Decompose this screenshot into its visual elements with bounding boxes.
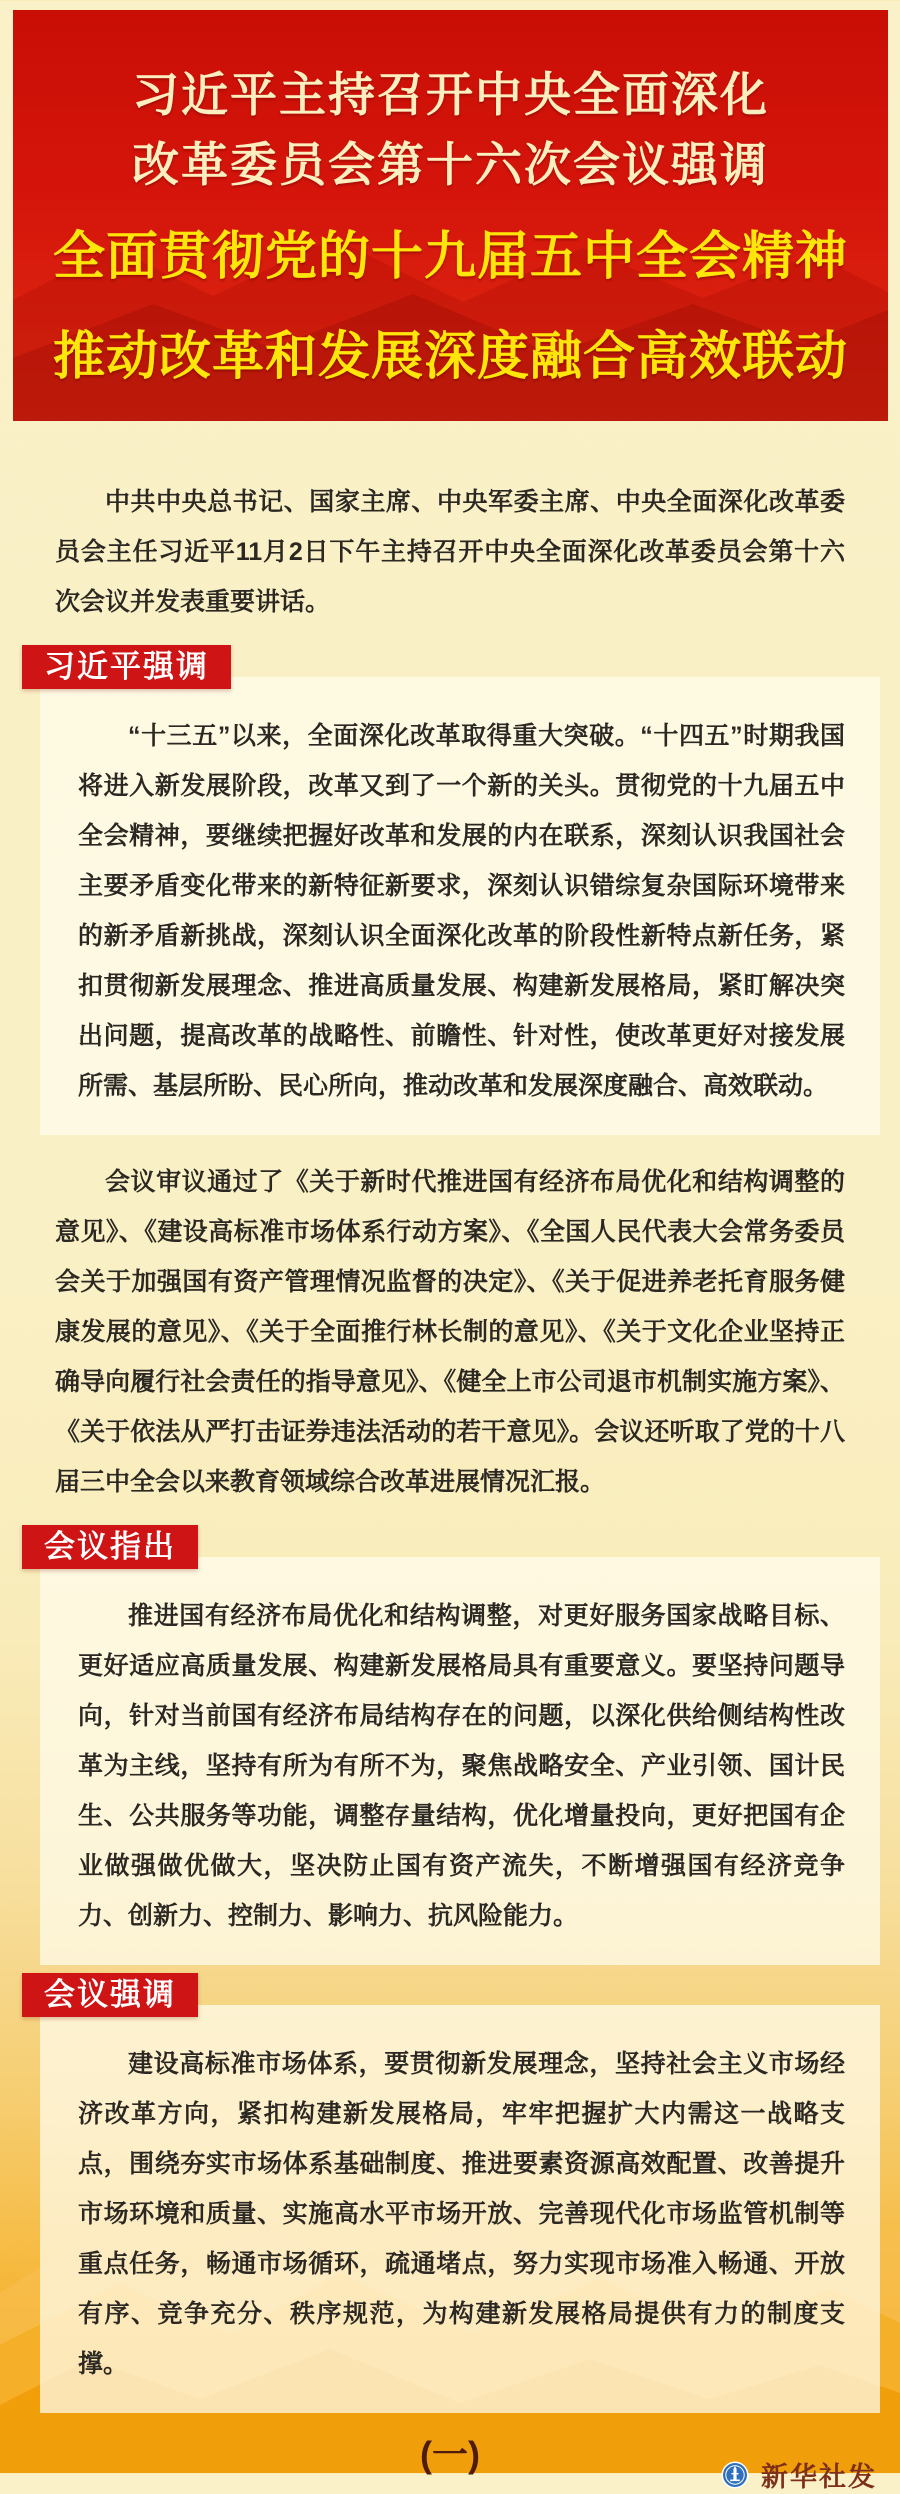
title-line-4: 推动改革和发展深度融合高效联动 (52, 328, 848, 386)
title-line-1: 习近平主持召开中央全面深化 (132, 68, 769, 121)
section-textbox (40, 677, 880, 1135)
agency-credit-label: 新华社发 (761, 2462, 877, 2492)
section-badge: 会议指出 (22, 1525, 198, 1569)
intro-paragraph: 中共中央总书记、国家主席、中央军委主席、中央全面深化改革委员会主任习近平11月2日下午主持召开中央全面深化改革委员会第十六次会议并发表重要讲话。 (55, 488, 845, 616)
section-meeting-pointed-out (0, 1525, 900, 1965)
section-textbox (40, 1557, 880, 1965)
page-marker: (一) (420, 2434, 480, 2475)
agency-credit (721, 2455, 877, 2494)
header-banner (13, 10, 888, 421)
footer (0, 2433, 900, 2493)
xinhua-agency-logo-icon (721, 2461, 749, 2489)
section-meeting-emphasized (0, 1973, 900, 2413)
title-line-3: 全面贯彻党的十九届五中全会精神 (52, 228, 848, 286)
header-title (13, 10, 888, 400)
section-paragraph: 推进国有经济布局优化和结构调整，对更好服务国家战略目标、更好适应高质量发展、构建新发展格局具有重要意义。要坚持问题导向，针对当前国有经济布局结构存在的问题，以深化供给侧结构性改革为主线，坚持有所为有所不为，聚焦战略安全、产业引领、国计民生、公共服务等功能，调整存量结构，优化增量投向，更好把国有企业做强做优做大，坚决防止国有资产流失，不断增强国有经济竞争力、创新力、控制力、影响力、抗风险能力。 (78, 1602, 845, 1930)
section-badge: 习近平强调 (22, 645, 231, 689)
section-paragraph: 建设高标准市场体系，要贯彻新发展理念，坚持社会主义市场经济改革方向，紧扣构建新发展格局，牢牢把握扩大内需这一战略支点，围绕夯实市场体系基础制度、推进要素资源高效配置、改善提升市场环境和质量、实施高水平市场开放、完善现代化市场监管机制等重点任务，畅通市场循环，疏通堵点，努力实现市场准入畅通、开放有序、竞争充分、秩序规范，为构建新发展格局提供有力的制度支撑。 (78, 2050, 845, 2378)
section-badge: 会议强调 (22, 1973, 198, 2017)
section-xi-emphasized (0, 645, 900, 1135)
documents-paragraph: 会议审议通过了《关于新时代推进国有经济布局优化和结构调整的意见》、《建设高标准市场体系行动方案》、《全国人民代表大会常务委员会关于加强国有资产管理情况监督的决定》、《关于促进养老托育服务健康发展的意见》、《关于全面推行林长制的意见》、《关于文化企业坚持正确导向履行社会责任的指导意见》、《健全上市公司退市机制实施方案》、《关于依法从严打击证券违法活动的若干意见》。会议还听取了党的十八届三中全会以来教育领域综合改革进展情况汇报。 (55, 1168, 845, 1496)
section-textbox (40, 2005, 880, 2413)
section-paragraph: “十三五”以来，全面深化改革取得重大突破。“十四五”时期我国将进入新发展阶段，改革又到了一个新的关头。贯彻党的十九届五中全会精神，要继续把握好改革和发展的内在联系，深刻认识我国社会主要矛盾变化带来的新特征新要求，深刻认识错综复杂国际环境带来的新矛盾新挑战，深刻认识全面深化改革的阶段性新特点新任务，紧扣贯彻新发展理念、推进高质量发展、构建新发展格局，紧盯解决突出问题，提高改革的战略性、前瞻性、针对性，使改革更好对接发展所需、基层所盼、民心所向，推动改革和发展深度融合、高效联动。 (78, 722, 845, 1100)
news-poster (0, 10, 900, 2492)
title-line-2: 改革委员会第十六次会议强调 (132, 138, 769, 191)
